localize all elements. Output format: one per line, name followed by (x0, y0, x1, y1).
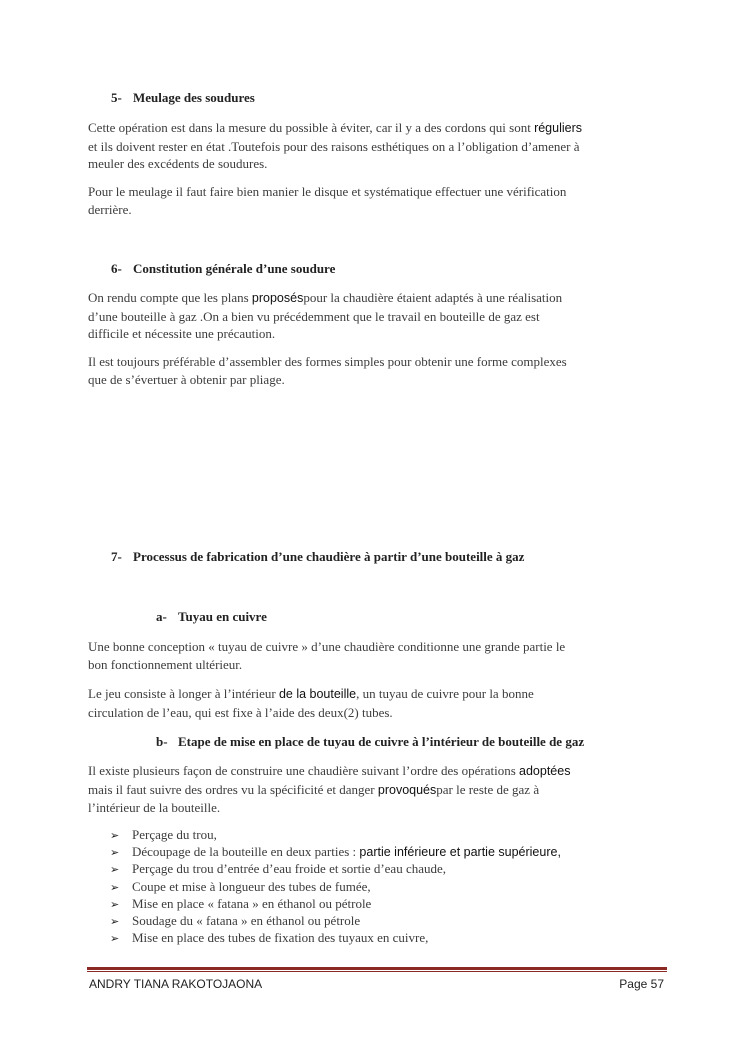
list-item-text: Soudage du « fatana » en éthanol ou pétrole (132, 912, 361, 928)
section-5-paragraph-2 (88, 183, 668, 218)
footer-rule-thin (87, 971, 667, 972)
text-line: Pour le meulage il faut faire bien manier le disque et systématique effectuer une vérification (88, 184, 567, 199)
text-line: pour la chaudière étaient adaptés à une réalisation (303, 290, 563, 305)
text-line: On rendu compte que les plans (88, 290, 252, 305)
section-5-heading (111, 90, 255, 106)
text-line: difficile et nécessite une précaution. (88, 326, 276, 341)
text-line: réguliers (534, 121, 582, 135)
footer-rule-thick (87, 967, 667, 970)
text-line: derrière. (88, 201, 132, 217)
section-6-paragraph-1 (88, 289, 668, 343)
arrow-bullet-icon: ➢ (110, 881, 120, 894)
list-item-text: Mise en place des tubes de fixation des tuyaux en cuivre, (132, 930, 429, 946)
arrow-bullet-icon: ➢ (110, 830, 120, 842)
text-line: adoptées (519, 764, 571, 778)
text-line: Le jeu consiste à longer à l’intérieur (88, 686, 279, 701)
list-item (110, 826, 561, 843)
text-line: , un tuyau de cuivre pour la bonne (356, 686, 534, 701)
list-item-text: Perçage du trou, (132, 827, 217, 842)
text-line: circulation de l’eau, qui est fixe à l’aide des deux(2) tubes. (88, 704, 393, 720)
section-7-title: Processus de fabrication d’une chaudière à partir d’une bouteille à gaz (133, 549, 525, 564)
section-6-paragraph-2 (88, 353, 668, 388)
text-line: de la bouteille (278, 687, 357, 701)
list-item (110, 860, 561, 877)
text-line: meuler des excédents de soudures. (88, 156, 268, 171)
list-item-text: Perçage du trou d’entrée d’eau froide et sortie d’eau chaude, (132, 861, 447, 877)
list-item (110, 843, 561, 860)
footer-page-number: Page 57 (619, 977, 664, 991)
list-item (110, 929, 561, 946)
subsection-b-title: Etape de mise en place de tuyau de cuivre à l’intérieur de bouteille de gaz (178, 734, 585, 749)
footer-author: ANDRY TIANA RAKOTOJAONA (89, 977, 263, 991)
subsection-b-paragraph-1 (88, 762, 668, 817)
subsection-a-number: a- (156, 609, 167, 624)
text-line: Cette opération est dans la mesure du possible à éviter, car il y a des cordons qui sont (88, 120, 535, 135)
text-line: d’une bouteille à gaz .On a bien vu précédemment que le travail en bouteille de gaz est (88, 308, 540, 324)
arrow-bullet-icon: ➢ (110, 933, 120, 946)
text-line: Il est toujours préférable d’assembler des formes simples pour obtenir une forme complexes (88, 354, 567, 369)
section-5-title: Meulage des soudures (133, 90, 255, 105)
section-5-paragraph-1 (88, 119, 668, 173)
arrow-bullet-icon: ➢ (110, 847, 120, 860)
section-5-number: 5- (111, 90, 122, 105)
text-line: bon fonctionnement ultérieur. (88, 656, 243, 672)
section-7-heading (111, 549, 524, 565)
text-line: Il existe plusieurs façon de construire une chaudière suivant l’ordre des opérations (88, 763, 520, 778)
steps-list (110, 826, 561, 946)
list-item-text: Découpage de la bouteille en deux parties : (132, 844, 360, 860)
arrow-bullet-icon: ➢ (110, 898, 120, 911)
text-line: mais il faut suivre des ordres vu la spécificité et danger (88, 781, 378, 797)
subsection-a-paragraph-2 (88, 685, 668, 721)
arrow-bullet-icon: ➢ (110, 915, 120, 928)
list-item-text: partie inférieure et partie supérieure, (359, 845, 561, 860)
section-7-number: 7- (111, 549, 122, 564)
subsection-a-heading (156, 609, 267, 625)
text-line: proposés (251, 291, 304, 305)
list-item-text: Coupe et mise à longueur des tubes de fumée, (132, 878, 371, 894)
text-line: que de s’évertuer à obtenir par pliage. (88, 371, 285, 387)
subsection-b-heading (156, 734, 584, 750)
section-6-title: Constitution générale d’une soudure (133, 261, 336, 276)
text-line: Une bonne conception « tuyau de cuivre » d’une chaudière conditionne une grande partie le (88, 639, 566, 654)
text-line: l’intérieur de la bouteille. (88, 800, 221, 815)
list-item-text: Mise en place « fatana » en éthanol ou pétrole (132, 895, 372, 911)
list-item (110, 895, 561, 912)
text-line: et ils doivent rester en état .Toutefois pour des raisons esthétiques on a l’obligation d’amener à (88, 138, 580, 154)
subsection-a-paragraph-1 (88, 638, 668, 673)
section-6-heading (111, 261, 335, 277)
arrow-bullet-icon: ➢ (110, 864, 120, 877)
list-item (110, 878, 561, 895)
subsection-a-title: Tuyau en cuivre (178, 609, 267, 624)
subsection-b-number: b- (156, 734, 168, 749)
list-item (110, 912, 561, 929)
text-line: par le reste de gaz à (436, 781, 540, 797)
text-line: provoqués (377, 782, 437, 797)
section-6-number: 6- (111, 261, 122, 276)
